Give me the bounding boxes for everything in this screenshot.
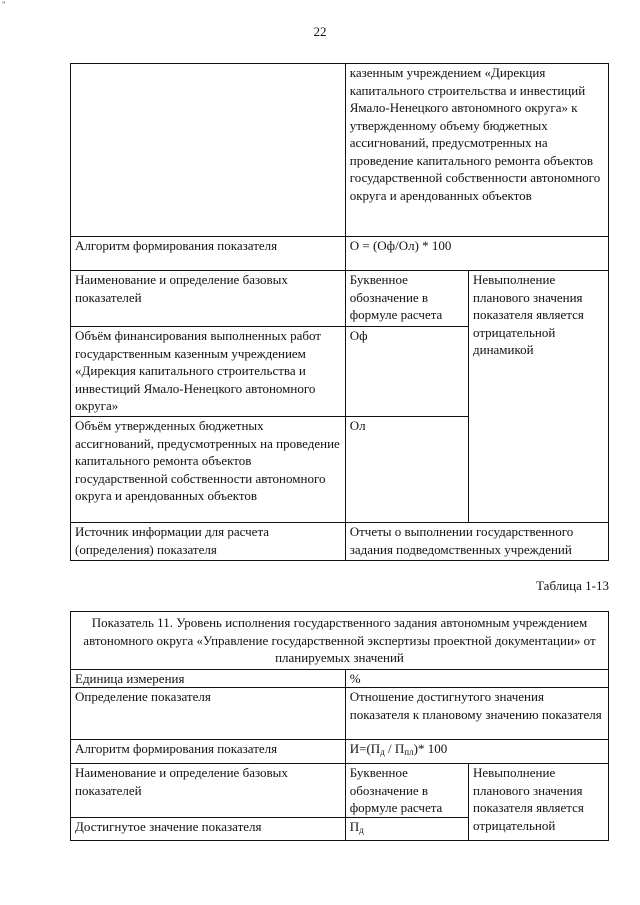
unit-label: Единица измерения [71,669,346,688]
negative-dynamics-note: Невыполнение планового значения показателя является отрицательной [469,764,609,841]
base-indicators-label: Наименование и определение базовых показателей [71,271,346,327]
base-indicator-symbol: Ол [345,417,468,523]
formula-sub-actual: д [380,747,385,757]
unit-value: % [345,669,608,688]
algorithm-formula [345,740,608,764]
symbol-sub: д [359,825,364,835]
symbol-p: П [349,819,360,834]
algorithm-label: Алгоритм формирования показателя [71,237,346,271]
base-indicator-name: Объём финансирования выполненных работ государственным казенным учреждением «Дирекция капитального строительства и инвестиций Ямало-Ненецкого автономного округа» [71,327,346,417]
formula-sub-plan: пл [404,747,414,757]
table-caption: Таблица 1-13 [536,578,609,593]
definition-value: Отношение достигнутого значения показателя к плановому значению показателя [345,688,608,740]
base-indicator-symbol [345,818,468,841]
indicator-title: Показатель 11. Уровень исполнения государственного задания автономным учреждением автономного округа «Управление государственной экспертизы проектной документации» от планируемых значений [71,612,609,670]
empty-cell [71,64,346,237]
algorithm-formula: О = (Оф/Ол) * 100 [345,237,608,271]
formula-slash: / [384,741,395,756]
formula-close: ) [413,741,418,756]
corner-mark: " [2,0,6,10]
page-number: 22 [313,24,327,39]
indicator-table-continued [70,63,609,561]
letter-designation-header: Буквенное обозначение в формуле расчета [345,271,468,327]
base-indicators-label: Наименование и определение базовых показателей [71,764,346,818]
negative-dynamics-note: Невыполнение планового значения показателя является отрицательной динамикой [469,271,609,523]
continuation-text: казенным учреждением «Дирекция капитального строительства и инвестиций Ямало-Ненецкого автономного округа» к утвержденному объему бюджетных ассигнований, предусмотренных на проведение капитального ремонта объектов государственной собственности автономного округа и арендованных объектов [345,64,608,237]
formula-lhs: И [349,741,360,756]
letter-designation-header: Буквенное обозначение в формуле расчета [345,764,468,818]
base-indicator-name: Достигнутое значение показателя [71,818,346,841]
source-value: Отчеты о выполнении государственного задания подведомственных учреждений [345,523,608,561]
formula-open: =( [359,741,371,756]
formula-p: П [370,741,381,756]
formula-rest: * 100 [417,741,448,756]
algorithm-label: Алгоритм формирования показателя [71,740,346,764]
base-indicator-name: Объём утвержденных бюджетных ассигнований, предусмотренных на проведение капитального ремонта объектов государственной собственности автономного округа и арендованных объектов [71,417,346,523]
formula-p: П [394,741,405,756]
definition-label: Определение показателя [71,688,346,740]
indicator-table-11 [70,611,609,841]
base-indicator-symbol: Оф [345,327,468,417]
source-label: Источник информации для расчета (определения) показателя [71,523,346,561]
